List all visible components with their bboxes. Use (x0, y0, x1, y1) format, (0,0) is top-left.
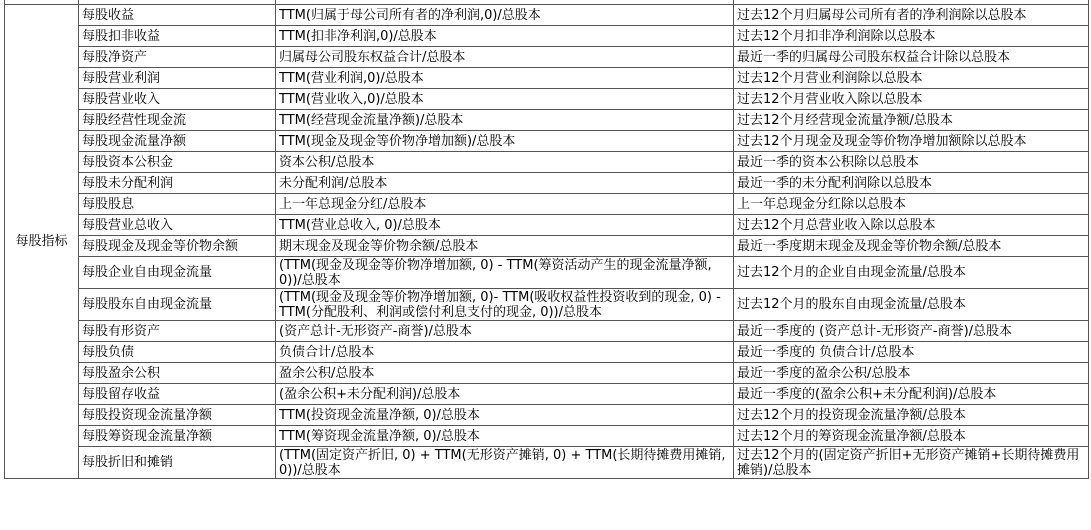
formula-cell[interactable]: TTM(投资现金流量净额, 0)/总股本 (276, 405, 734, 426)
formula-cell[interactable]: 归属母公司股东权益合计/总股本 (276, 47, 734, 68)
description-cell[interactable]: 过去12个月营业收入除以总股本 (734, 89, 1089, 110)
table-row (5, 236, 1089, 257)
table-row (5, 68, 1089, 89)
indicator-name-cell[interactable]: 每股股息 (79, 194, 276, 215)
indicator-name-cell[interactable]: 每股净资产 (79, 47, 276, 68)
indicator-name-cell[interactable]: 每股营业总收入 (79, 215, 276, 236)
description-cell[interactable]: 过去12个月扣非净利润除以总股本 (734, 26, 1089, 47)
indicator-name-cell[interactable]: 每股未分配利润 (79, 173, 276, 194)
description-cell[interactable]: 过去12个月营业利润除以总股本 (734, 68, 1089, 89)
formula-cell[interactable]: (TTM(现金及现金等价物净增加额, 0) - TTM(筹资活动产生的现金流量净额, 0))/总股本 (276, 257, 734, 289)
table-row (5, 426, 1089, 447)
indicator-name-cell[interactable]: 每股资本公积金 (79, 152, 276, 173)
table-row (5, 26, 1089, 47)
formula-cell[interactable]: TTM(营业收入,0)/总股本 (276, 89, 734, 110)
formula-cell[interactable]: TTM(营业利润,0)/总股本 (276, 68, 734, 89)
indicator-name-cell[interactable]: 每股折旧和摊销 (79, 447, 276, 479)
formula-cell[interactable]: 资本公积/总股本 (276, 152, 734, 173)
table-row (5, 289, 1089, 321)
description-cell[interactable]: 最近一季度期末现金及现金等价物余额/总股本 (734, 236, 1089, 257)
indicator-name-cell[interactable]: 每股营业收入 (79, 89, 276, 110)
indicator-name-cell[interactable]: 每股负债 (79, 342, 276, 363)
formula-cell[interactable]: 期末现金及现金等价物余额/总股本 (276, 236, 734, 257)
formula-cell[interactable]: (资产总计-无形资产-商誉)/总股本 (276, 321, 734, 342)
formula-cell[interactable]: (TTM(现金及现金等价物净增加额, 0)- TTM(吸收权益性投资收到的现金, 0) - TTM(分配股利、利润或偿付利息支付的现金, 0))/总股本 (276, 289, 734, 321)
description-cell[interactable]: 过去12个月经营现金流量净额/总股本 (734, 110, 1089, 131)
table-row (5, 110, 1089, 131)
formula-cell[interactable]: (TTM(固定资产折旧, 0) + TTM(无形资产摊销, 0) + TTM(长期待摊费用摊销, 0))/总股本 (276, 447, 734, 479)
formula-cell[interactable]: (盈余公积+未分配利润)/总股本 (276, 384, 734, 405)
table-row (5, 194, 1089, 215)
description-cell[interactable]: 过去12个月的(固定资产折旧+无形资产摊销+长期待摊费用摊销)/总股本 (734, 447, 1089, 479)
table-row (5, 405, 1089, 426)
description-cell[interactable]: 最近一季的未分配利润除以总股本 (734, 173, 1089, 194)
indicator-name-cell[interactable]: 每股盈余公积 (79, 363, 276, 384)
table-row (5, 152, 1089, 173)
table-row (5, 342, 1089, 363)
table-row (5, 47, 1089, 68)
formula-cell[interactable]: TTM(现金及现金等价物净增加额)/总股本 (276, 131, 734, 152)
description-cell[interactable]: 最近一季度的盈余公积/总股本 (734, 363, 1089, 384)
indicator-name-cell[interactable]: 每股扣非收益 (79, 26, 276, 47)
description-cell[interactable]: 过去12个月的企业自由现金流量/总股本 (734, 257, 1089, 289)
indicator-name-cell[interactable]: 每股筹资现金流量净额 (79, 426, 276, 447)
indicator-table (4, 0, 1089, 479)
indicator-name-cell[interactable]: 每股留存收益 (79, 384, 276, 405)
indicator-name-cell[interactable]: 每股股东自由现金流量 (79, 289, 276, 321)
indicator-name-cell[interactable]: 每股现金流量净额 (79, 131, 276, 152)
table-row (5, 173, 1089, 194)
formula-cell[interactable]: TTM(扣非净利润,0)/总股本 (276, 26, 734, 47)
indicator-name-cell[interactable]: 每股营业利润 (79, 68, 276, 89)
indicator-name-cell[interactable]: 每股企业自由现金流量 (79, 257, 276, 289)
formula-cell[interactable]: TTM(筹资现金流量净额, 0)/总股本 (276, 426, 734, 447)
table-row (5, 384, 1089, 405)
description-cell[interactable]: 过去12个月的筹资现金流量净额/总股本 (734, 426, 1089, 447)
indicator-name-cell[interactable]: 每股现金及现金等价物余额 (79, 236, 276, 257)
description-cell[interactable]: 最近一季度的(盈余公积+未分配利润)/总股本 (734, 384, 1089, 405)
table-row (5, 5, 1089, 26)
formula-cell[interactable]: 上一年总现金分红/总股本 (276, 194, 734, 215)
description-cell[interactable]: 最近一季度的 (资产总计-无形资产-商誉)/总股本 (734, 321, 1089, 342)
table-row (5, 257, 1089, 289)
indicator-name-cell[interactable]: 每股有形资产 (79, 321, 276, 342)
description-cell[interactable]: 过去12个月归属母公司所有者的净利润除以总股本 (734, 5, 1089, 26)
formula-cell[interactable]: 未分配利润/总股本 (276, 173, 734, 194)
description-cell[interactable]: 最近一季度的 负债合计/总股本 (734, 342, 1089, 363)
indicator-name-cell[interactable]: 每股投资现金流量净额 (79, 405, 276, 426)
description-cell[interactable]: 过去12个月现金及现金等价物净增加额除以总股本 (734, 131, 1089, 152)
table-row (5, 131, 1089, 152)
description-cell[interactable]: 最近一季的归属母公司股东权益合计除以总股本 (734, 47, 1089, 68)
formula-cell[interactable]: 盈余公积/总股本 (276, 363, 734, 384)
category-cell[interactable]: 每股指标 (5, 5, 79, 479)
description-cell[interactable]: 最近一季的资本公积除以总股本 (734, 152, 1089, 173)
table-row (5, 321, 1089, 342)
description-cell[interactable]: 上一年总现金分红除以总股本 (734, 194, 1089, 215)
description-cell[interactable]: 过去12个月的股东自由现金流量/总股本 (734, 289, 1089, 321)
table-row (5, 89, 1089, 110)
formula-cell[interactable]: 负债合计/总股本 (276, 342, 734, 363)
description-cell[interactable]: 过去12个月总营业收入除以总股本 (734, 215, 1089, 236)
table-row (5, 363, 1089, 384)
table-row (5, 215, 1089, 236)
indicator-name-cell[interactable]: 每股收益 (79, 5, 276, 26)
indicator-table-body (5, 0, 1089, 479)
formula-cell[interactable]: TTM(归属于母公司所有者的净利润,0)/总股本 (276, 5, 734, 26)
formula-cell[interactable]: TTM(营业总收入, 0)/总股本 (276, 215, 734, 236)
formula-cell[interactable]: TTM(经营现金流量净额)/总股本 (276, 110, 734, 131)
description-cell[interactable]: 过去12个月的投资现金流量净额/总股本 (734, 405, 1089, 426)
table-row (5, 447, 1089, 479)
indicator-name-cell[interactable]: 每股经营性现金流 (79, 110, 276, 131)
